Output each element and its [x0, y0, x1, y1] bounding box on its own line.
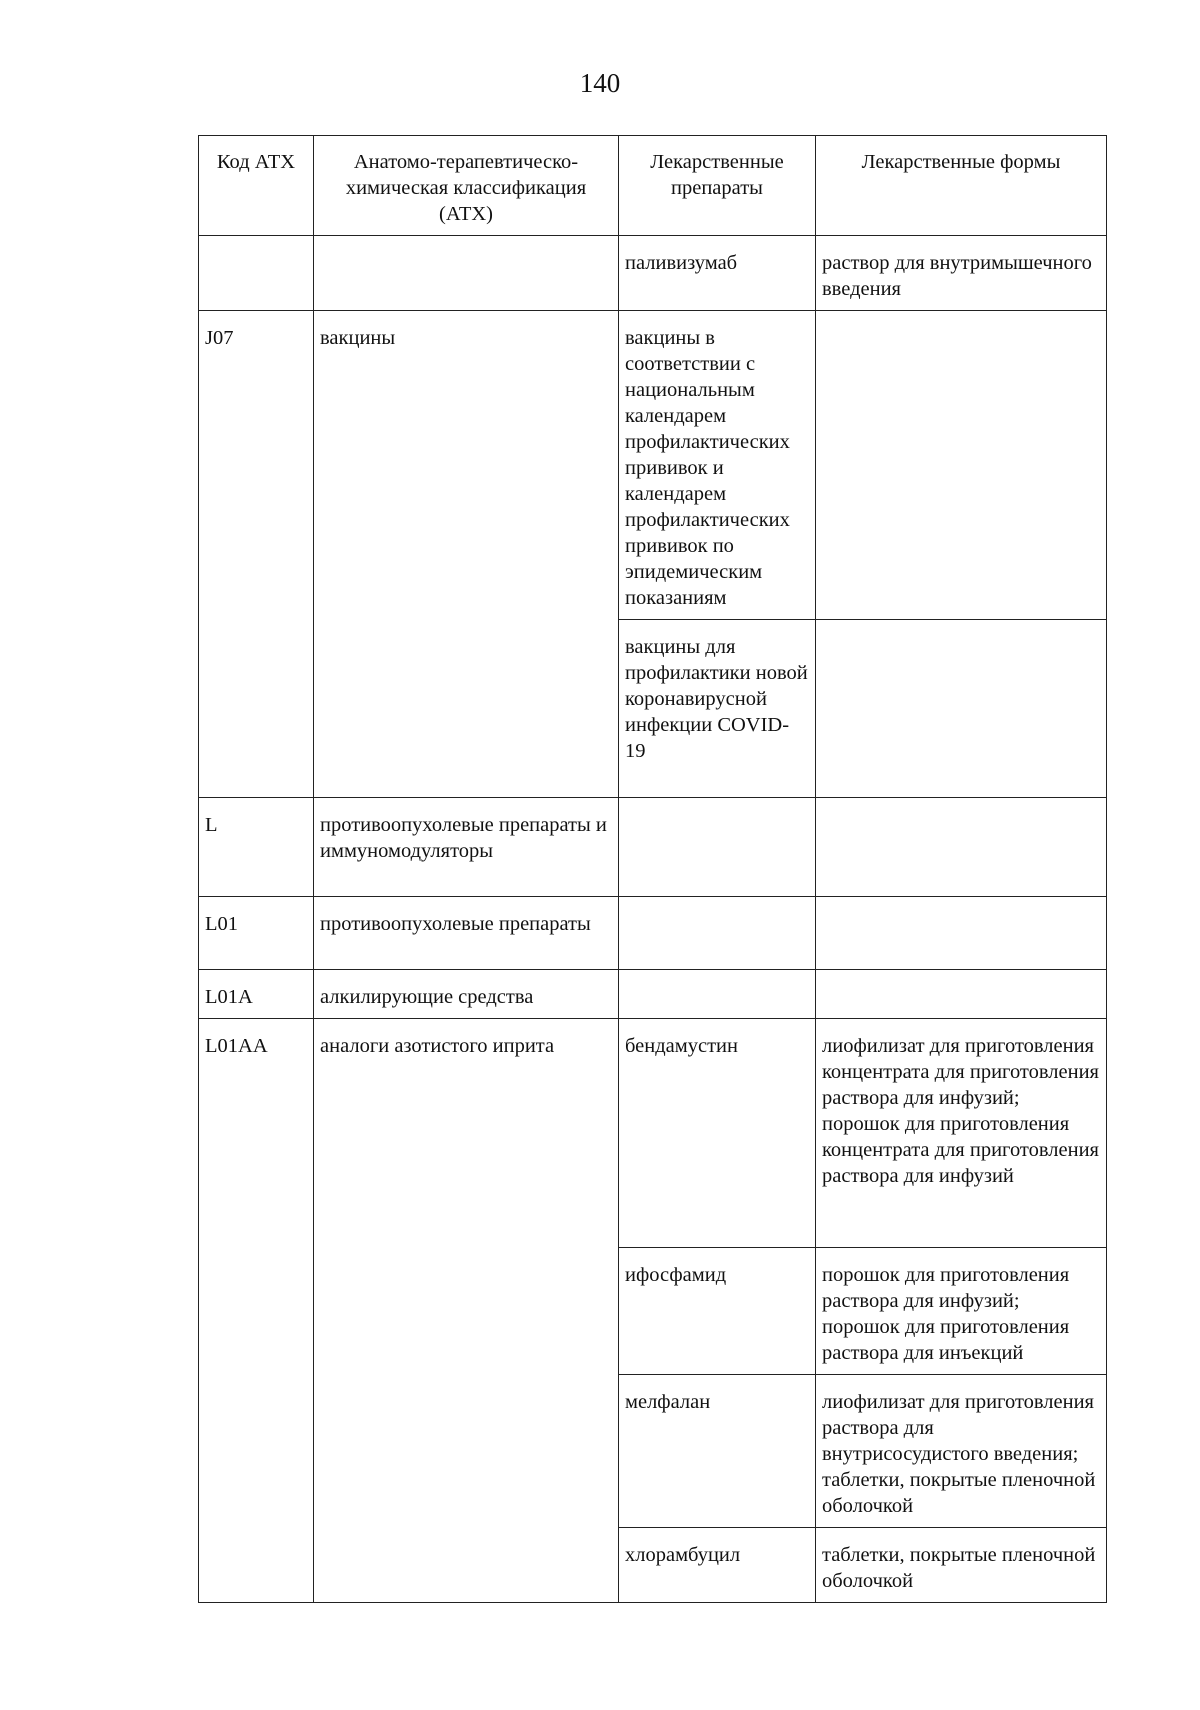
table-row [199, 236, 1107, 311]
dosage-form-cell [816, 970, 1107, 1019]
table-row [199, 311, 1107, 620]
table-row [199, 897, 1107, 970]
header-medicines: Лекарственные препараты [619, 136, 816, 236]
atx-code-cell [199, 236, 314, 311]
atx-medicines-table [198, 135, 1107, 1603]
atx-code-cell: L01AA [199, 1019, 314, 1603]
dosage-form-cell: лиофилизат для приготовления концентрата для приготовления раствора для инфузий; порошок для приготовления концентрата для приготовления раствора для инфузий [816, 1019, 1107, 1248]
drug-cell [619, 798, 816, 897]
atx-code-cell: L01A [199, 970, 314, 1019]
atx-code-cell: L01 [199, 897, 314, 970]
dosage-form-cell [816, 798, 1107, 897]
classification-cell [314, 236, 619, 311]
dosage-form-cell [816, 620, 1107, 798]
drug-cell: паливизумаб [619, 236, 816, 311]
drug-cell: бендамустин [619, 1019, 816, 1248]
dosage-form-cell [816, 311, 1107, 620]
atx-code-cell: L [199, 798, 314, 897]
drug-cell: хлорамбуцил [619, 1528, 816, 1603]
header-atx-code: Код АТХ [199, 136, 314, 236]
header-atx-classification: Анатомо-терапевтическо-химическая классификация (АТХ) [314, 136, 619, 236]
page-number: 140 [579, 68, 621, 98]
classification-cell: алкилирующие средства [314, 970, 619, 1019]
drug-cell [619, 897, 816, 970]
drug-cell: ифосфамид [619, 1248, 816, 1375]
table-row [199, 1019, 1107, 1248]
classification-cell: противоопухолевые препараты [314, 897, 619, 970]
atx-code-cell: J07 [199, 311, 314, 798]
table-header-row [199, 136, 1107, 236]
classification-cell: противоопухолевые препараты и иммуномодуляторы [314, 798, 619, 897]
drug-cell [619, 970, 816, 1019]
table-row [199, 970, 1107, 1019]
dosage-form-cell [816, 897, 1107, 970]
classification-cell: вакцины [314, 311, 619, 798]
header-dosage-forms: Лекарственные формы [816, 136, 1107, 236]
classification-cell: аналоги азотистого иприта [314, 1019, 619, 1603]
dosage-form-cell: лиофилизат для приготовления раствора для внутрисосудистого введения; таблетки, покрытые пленочной оболочкой [816, 1375, 1107, 1528]
table-row [199, 798, 1107, 897]
drug-cell: вакцины в соответствии с национальным календарем профилактических прививок и календарем профилактических прививок по эпидемическим показаниям [619, 311, 816, 620]
drug-cell: мелфалан [619, 1375, 816, 1528]
drug-cell: вакцины для профилактики новой коронавирусной инфекции COVID-19 [619, 620, 816, 798]
dosage-form-cell: раствор для внутримышечного введения [816, 236, 1107, 311]
dosage-form-cell: таблетки, покрытые пленочной оболочкой [816, 1528, 1107, 1603]
dosage-form-cell: порошок для приготовления раствора для инфузий; порошок для приготовления раствора для инъекций [816, 1248, 1107, 1375]
